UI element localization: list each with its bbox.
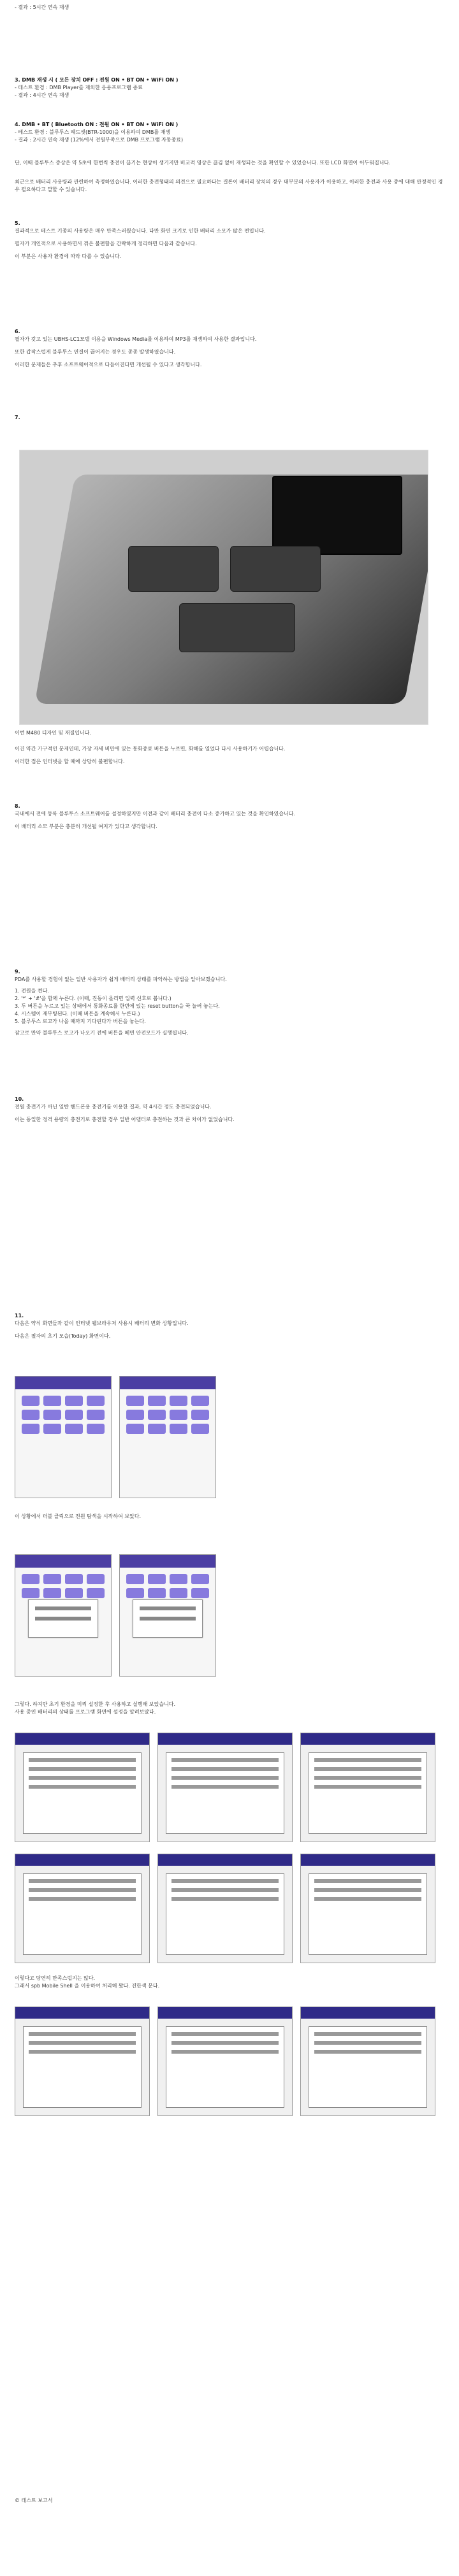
- section-5-paragraph-3: 이 부분은 사용자 환경에 따라 다를 수 있습니다.: [15, 254, 122, 259]
- phone-key: [230, 546, 321, 592]
- photo-paragraphs: [15, 745, 444, 766]
- section-3-title: 3. DMB 재생 시 ( 모든 장치 OFF : 전원 ON • BT ON • WiFi ON ): [15, 77, 178, 83]
- intro-paragraph-1: 단, 이때 블루투스 증상은 약 5초에 한번씩 충전이 끊기는 현상이 생기지만 비교적 영상은 끊김 없이 재생되는 것을 확인할 수 있었습니다. 또한 LCD 화면이 어두워집니다.: [15, 160, 391, 166]
- section-9-intro: PDA를 사용할 경험이 없는 일반 사용자가 쉽게 배터리 상태를 파악하는 방법을 알아보겠습니다.: [15, 977, 227, 982]
- titlebar: [15, 1377, 111, 1389]
- screenshots-1-caption: 이 상황에서 더블 클릭으로 전원 탐색을 시작하여 보았다.: [15, 1513, 142, 1519]
- pda-screenshot: [15, 1854, 150, 1963]
- section-11-paragraph-2: 다음은 필자의 초기 모습(Today) 화면이다.: [15, 1333, 111, 1339]
- phone-key: [179, 603, 295, 652]
- screenshots-row-3: [15, 1733, 444, 1842]
- section-5: [15, 220, 444, 261]
- section-5-paragraph-1: 결과적으로 테스트 기종의 사용량은 매우 만족스러웠습니다. 다만 화면 크기로 인한 배터리 소모가 많은 편입니다.: [15, 228, 266, 234]
- section-10: [15, 1096, 444, 1124]
- photo-paragraph-1: 이건 약간 가구적인 문제인데, 가장 자세 비만에 있는 통화종료 버튼을 누르면, 화해를 열었다 다시 사용하기가 어렵습니다.: [15, 746, 286, 752]
- icon-grid: [126, 1574, 209, 1598]
- titlebar: [15, 1555, 111, 1568]
- section-9-title: 9.: [15, 969, 20, 975]
- screenshots-row-5: [15, 2007, 444, 2116]
- footer: © 테스트 보고서: [15, 2498, 53, 2503]
- section-9-after: 잠고로 만약 블루투스 로고가 나오기 전에 버튼을 떼면 안전모드가 실행됩니다.: [15, 1030, 189, 1036]
- icon-grid: [22, 1396, 105, 1434]
- phone-screen: [272, 476, 402, 555]
- section-9: [15, 968, 444, 1037]
- pda-screenshot: [300, 1733, 435, 1842]
- screenshots-row-1: [15, 1376, 444, 1498]
- screenshots-row-2: [15, 1554, 444, 1677]
- section-10-paragraph-2: 이는 동일한 정격 용량의 충전기로 충전할 경우 일반 어댑터로 충전하는 것과 큰 차이가 없었습니다.: [15, 1117, 235, 1122]
- pda-screenshot: [15, 1376, 112, 1498]
- section-8-title: 8.: [15, 803, 20, 809]
- section-8: [15, 803, 444, 831]
- photo-paragraph-2: 이러한 점은 인터넷을 할 때에 상당히 불편합니다.: [15, 759, 125, 764]
- section-6-paragraph-1: 필자가 갖고 있는 UBHS-LC1모델 이용을 Windows Media를 이용하여 MP3를 재생하여 사용한 결과입니다.: [15, 336, 257, 342]
- pda-screenshot: [157, 2007, 293, 2116]
- pda-screenshot: [300, 2007, 435, 2116]
- section-9-step-5: 5. 블루투스 로고가 나올 때까지 기다린다가 버튼을 놓는다.: [15, 1019, 146, 1024]
- section-4-line-1: - 테스트 환경 : 블루투스 헤드셋(BTR-1000)을 이용하여 DMB를 재생: [15, 129, 171, 135]
- section-9-step-1: 1. 전원을 켠다.: [15, 988, 49, 994]
- section-9-step-2: 2. '*' + '#'을 함께 누른다. (이때, 진동이 올리면 입력 신호로 봅니다.): [15, 996, 171, 1001]
- section-7-title: 7.: [15, 415, 20, 420]
- intro: [15, 159, 444, 194]
- screenshots-row-4: [15, 1854, 444, 1963]
- dialog: [133, 1599, 203, 1638]
- section-3-line-1: - 테스트 환경 : DMB Player를 제외한 응용프로그램 종료: [15, 85, 143, 90]
- top-result: [15, 4, 444, 11]
- result-line: - 결과 : 5시간 연속 재생: [15, 4, 69, 10]
- section-8-paragraph-2: 이 배터리 소모 부분은 충분히 개선될 여지가 있다고 생각합니다.: [15, 824, 157, 829]
- titlebar: [120, 1555, 215, 1568]
- pda-screenshot: [15, 2007, 150, 2116]
- section-11-title: 11.: [15, 1313, 24, 1319]
- section-10-title: 10.: [15, 1096, 24, 1102]
- photo-caption: 이번 M480 디자인 및 재질입니다.: [15, 730, 91, 736]
- section-8-paragraph-1: 국내에서 전에 등록 블루투스 소프트웨어를 설정하였지만 이전과 같이 배터리 충전이 다소 증가하고 있는 것을 확인하였습니다.: [15, 811, 295, 817]
- section-6: [15, 328, 444, 369]
- section-4-title: 4. DMB • BT ( Bluetooth ON : 전원 ON • BT ON • WiFi ON ): [15, 122, 178, 127]
- pda-screenshot: [157, 1733, 293, 1842]
- section-6-paragraph-2: 또한 갑작스럽게 블루투스 연결이 끊어지는 경우도 종종 발생하였습니다.: [15, 349, 176, 355]
- dialog: [28, 1599, 98, 1638]
- section-11-paragraph-1: 다음은 약식 화면들과 같이 인터넷 웹브라우저 사용시 배터리 변화 상황입니다.: [15, 1320, 189, 1326]
- icon-grid: [126, 1396, 209, 1434]
- pda-screenshot: [119, 1554, 216, 1677]
- section-3: [15, 76, 444, 99]
- section-6-paragraph-3: 이러한 문제들은 추후 소프트웨어적으로 다듬어진다면 개선될 수 있다고 생각합니다.: [15, 362, 202, 368]
- section-6-title: 6.: [15, 329, 20, 334]
- pda-screenshot: [15, 1733, 150, 1842]
- section-10-paragraph-1: 전원 충전기가 아닌 일반 핸드폰용 충전기를 이용한 결과, 약 4시간 정도 충전되었습니다.: [15, 1104, 212, 1110]
- icon-grid: [22, 1574, 105, 1598]
- titlebar: [120, 1377, 215, 1389]
- section-5-title: 5.: [15, 220, 20, 226]
- pda-screenshot: [15, 1554, 112, 1677]
- section-11: [15, 1312, 444, 1340]
- pda-screenshot: [300, 1854, 435, 1963]
- section-3-line-2: - 결과 : 4시간 연속 재생: [15, 92, 69, 98]
- screenshots-2-caption: 그렇다. 하지만 초기 환경을 미리 설정한 후 사용하고 실행해 보았습니다. 사용 중인 배터리의 상태를 프로그램 화면에 설정을 알려보았다.: [15, 1701, 176, 1715]
- phone-key: [128, 546, 219, 592]
- section-7: [15, 414, 444, 422]
- screenshots-3-caption: 이렇다고 당연히 만족스럽지는 않다. 그래서 spb Mobile Shell 을 이용하여 처리해 봤다. 진한색 문다.: [15, 1975, 160, 1989]
- section-9-step-4: 4. 시스템이 재부팅된다. (이때 버튼을 계속해서 누른다.): [15, 1011, 140, 1017]
- section-9-step-3: 3. 두 버튼을 누르고 있는 상태에서 통화종료를 한번에 있는 reset button을 꾹 눌러 놓는다.: [15, 1003, 220, 1009]
- pda-screenshot: [157, 1854, 293, 1963]
- section-4: [15, 121, 444, 144]
- pda-screenshot: [119, 1376, 216, 1498]
- section-5-paragraph-2: 필자가 개인적으로 사용하면서 겪은 불편함을 간략하게 정리하면 다음과 같습니다.: [15, 241, 197, 247]
- product-photo: [19, 450, 428, 725]
- section-4-line-2: - 결과 : 2시간 연속 재생 (12%에서 전원부족으로 DMB 프로그램 자동종료): [15, 137, 184, 143]
- intro-paragraph-2: 최근으로 배터리 사용량과 관련하여 측정하였습니다. 이러한 충전형태의 의견으로 필요하다는 결론이 배터리 장치의 경우 대부분의 사용자가 이용하고, 이러한 충전과 사용 중에 대해 안정적인 경우 필요하다고 말할 수 있습니다.: [15, 179, 443, 192]
